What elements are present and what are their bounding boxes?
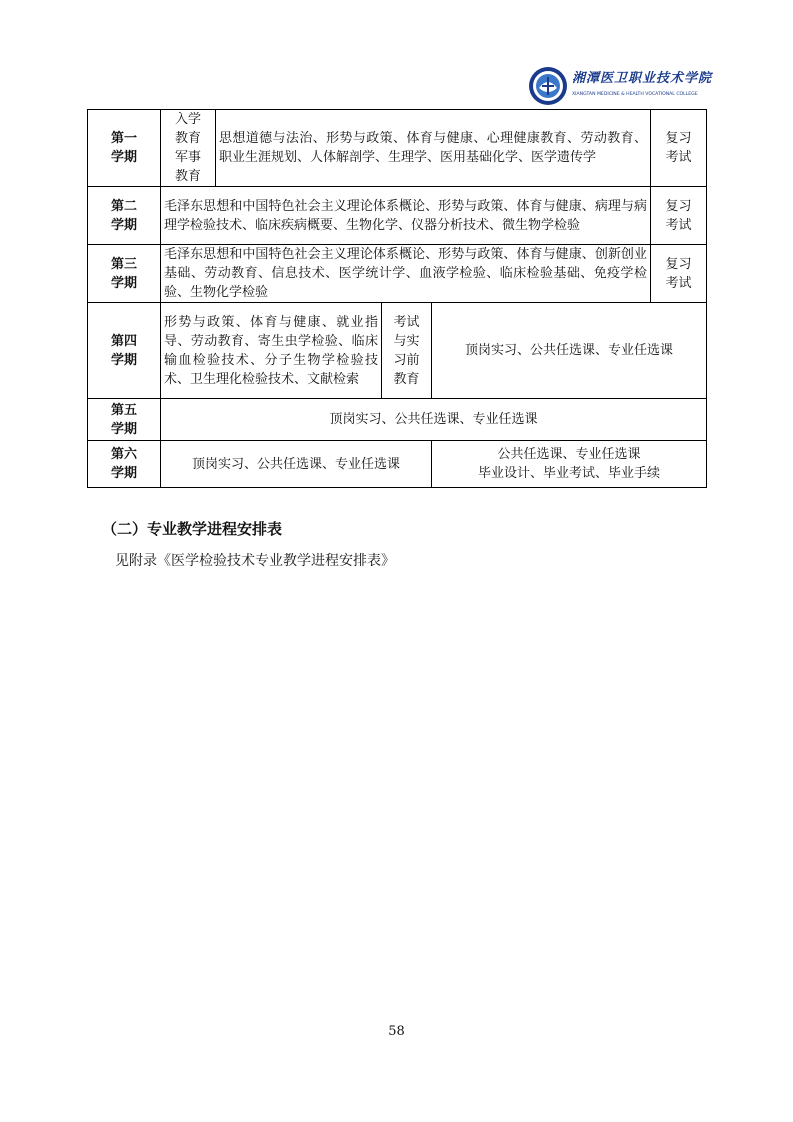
- graduation-cell: 公共任选课、专业任选课 毕业设计、毕业考试、毕业手续: [432, 441, 707, 488]
- term-label: 第四 学期: [88, 303, 161, 399]
- table-row-term1: [88, 110, 707, 187]
- college-logo: [528, 66, 716, 108]
- term-label: 第一 学期: [88, 110, 161, 187]
- section-body: 见附录《医学检验技术专业教学进程安排表》: [115, 553, 395, 569]
- exam-cell: 复习 考试: [651, 245, 707, 303]
- exam-internship-education-cell: 考试 与实 习前 教育: [382, 303, 432, 399]
- course-list: 毛泽东思想和中国特色社会主义理论体系概论、形势与政策、体育与健康、创新创业基础、劳动教育、信息技术、医学统计学、血液学检验、临床检验基础、免疫学检验、生物化学检验: [161, 245, 651, 303]
- college-emblem-icon: [528, 66, 568, 106]
- section-heading: （二）专业教学进程安排表: [102, 520, 283, 538]
- course-list: 形势与政策、体育与健康、就业指导、劳动教育、寄生虫学检验、临床输血检验技术、分子生物学检验技术、卫生理化检验技术、文献检索: [161, 303, 382, 399]
- college-name-en: XIANGTAN MEDICINE & HEALTH VOCATIONAL COLLEGE: [572, 92, 698, 97]
- practice-cell: 顶岗实习、公共任选课、专业任选课: [432, 303, 707, 399]
- exam-cell: 复习 考试: [651, 110, 707, 187]
- table-row-term5: [88, 399, 707, 441]
- semester-schedule-table: [87, 109, 707, 488]
- table-row-term4: [88, 303, 707, 399]
- course-list: 思想道德与法治、形势与政策、体育与健康、心理健康教育、劳动教育、职业生涯规划、人体解剖学、生理学、医用基础化学、医学遗传学: [216, 110, 651, 187]
- term-label: 第三 学期: [88, 245, 161, 303]
- page-number: 58: [388, 1024, 405, 1039]
- table-row-term6: [88, 441, 707, 488]
- practice-cell: 顶岗实习、公共任选课、专业任选课: [161, 441, 432, 488]
- term-label: 第二 学期: [88, 187, 161, 245]
- college-name-cn: 湘潭医卫职业技术学院: [572, 71, 713, 86]
- term-label: 第六 学期: [88, 441, 161, 488]
- table-row-term2: [88, 187, 707, 245]
- practice-cell: 顶岗实习、公共任选课、专业任选课: [161, 399, 707, 441]
- entrance-education-cell: 入学 教育 军事 教育: [161, 110, 216, 187]
- term-label: 第五 学期: [88, 399, 161, 441]
- table-row-term3: [88, 245, 707, 303]
- exam-cell: 复习 考试: [651, 187, 707, 245]
- course-list: 毛泽东思想和中国特色社会主义理论体系概论、形势与政策、体育与健康、病理与病理学检验技术、临床疾病概要、生物化学、仪器分析技术、微生物学检验: [161, 187, 651, 245]
